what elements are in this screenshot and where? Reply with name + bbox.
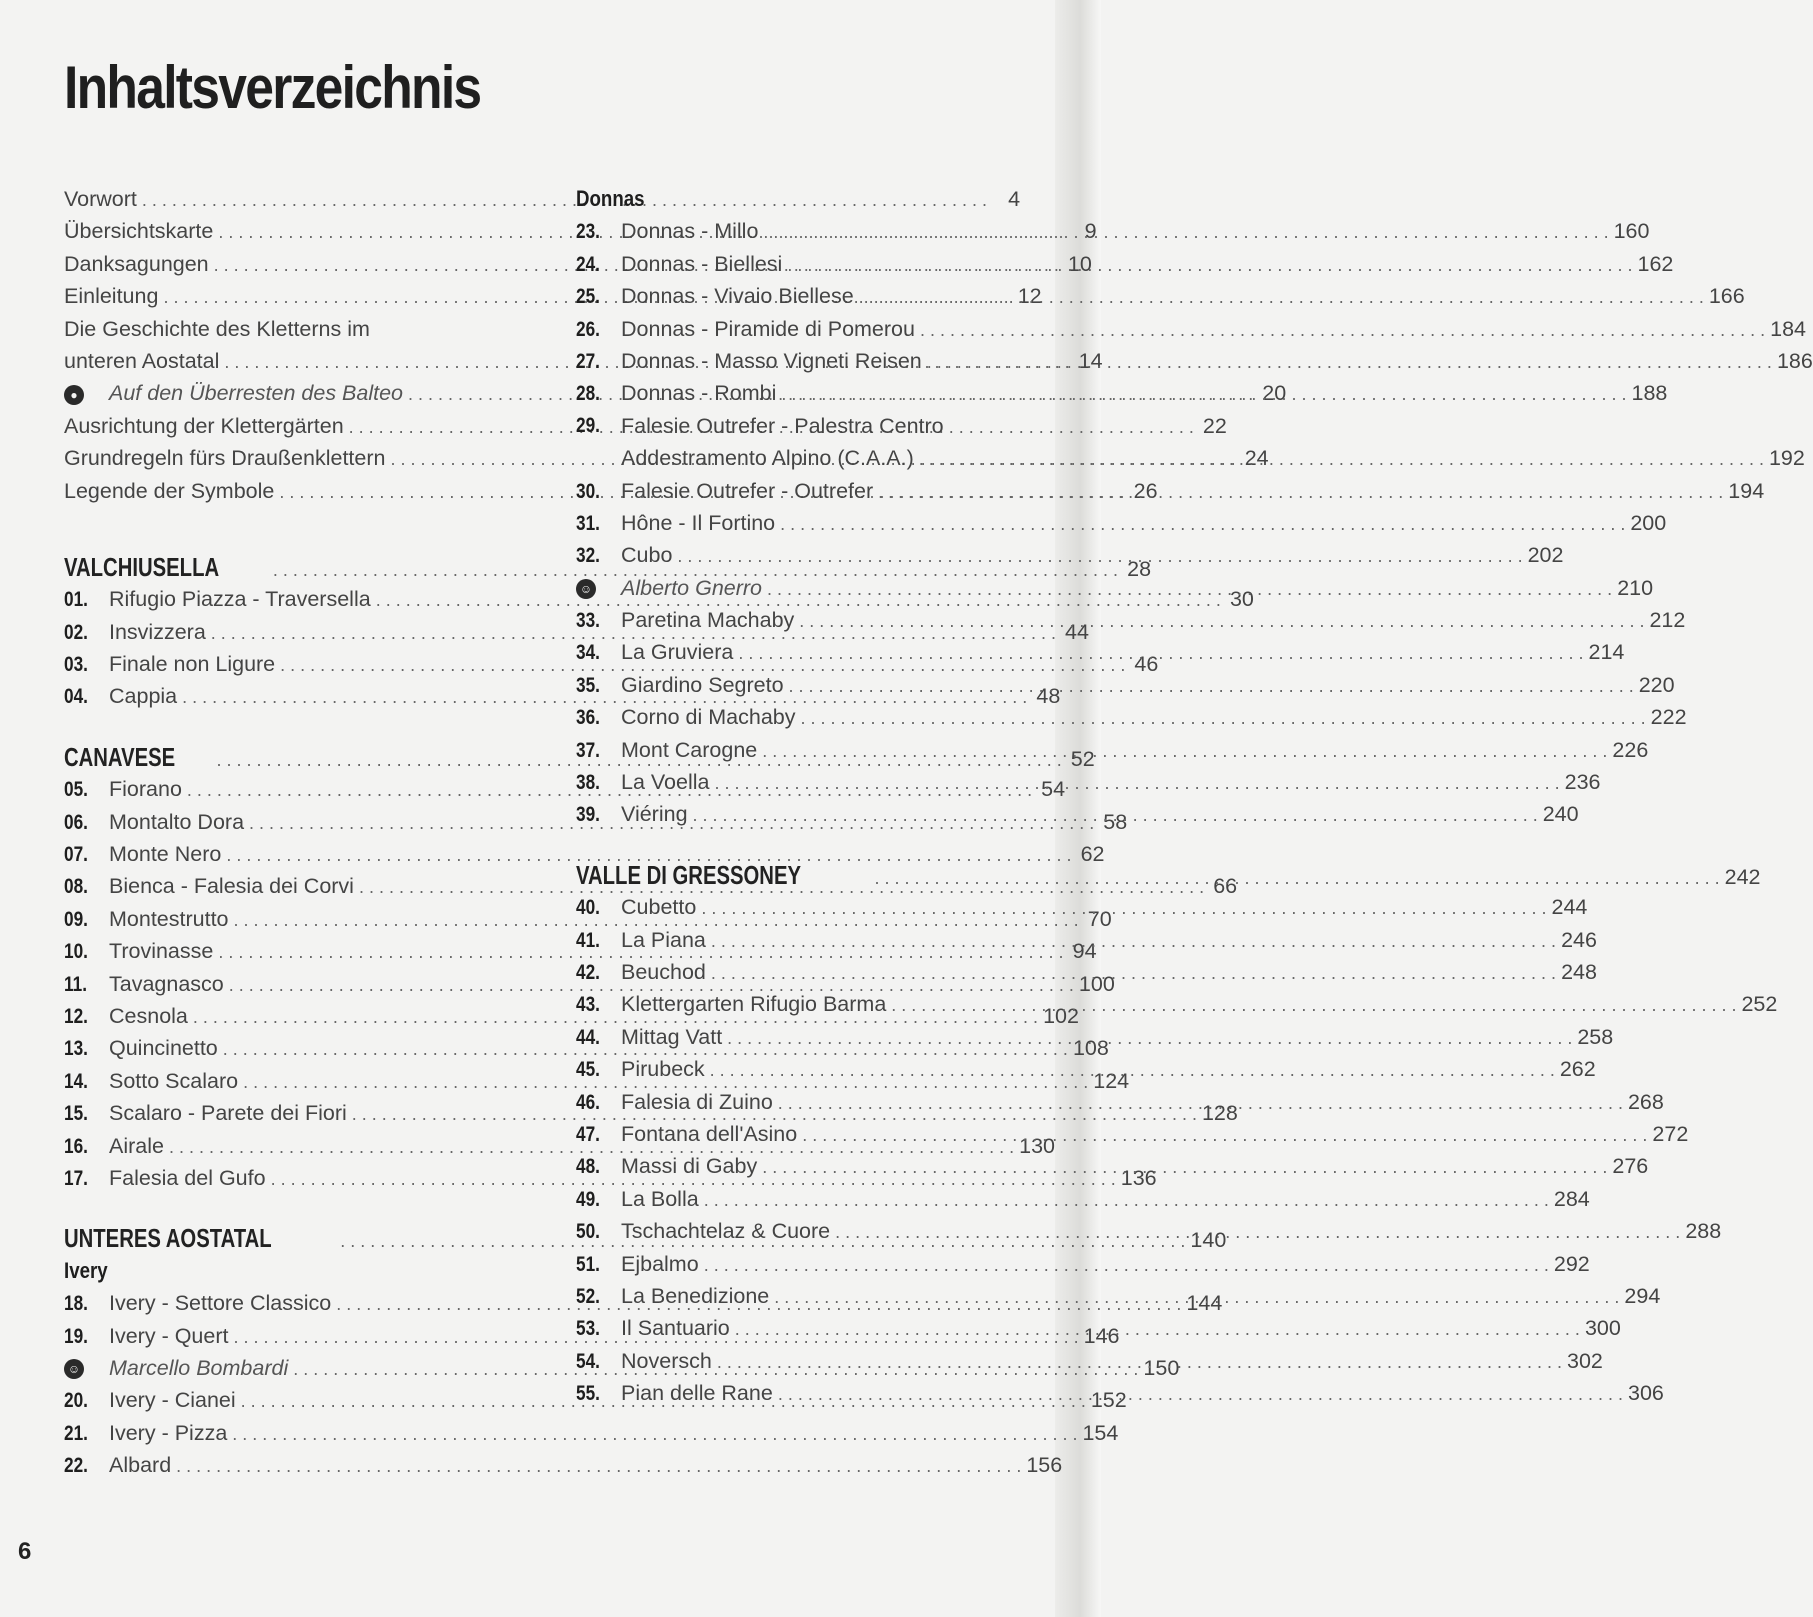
entry-page: 294 xyxy=(1624,1283,1661,1308)
dot-leader xyxy=(927,346,1772,378)
entry-label: Auf den Überresten des Balteo xyxy=(109,381,404,406)
entry-label: Noversch xyxy=(621,1348,712,1373)
section-heading-label: VALCHIUSELLA xyxy=(64,551,220,582)
entry-number: 32. xyxy=(576,544,600,568)
toc-entry[interactable] xyxy=(64,838,1105,870)
dot-leader xyxy=(762,1151,1607,1183)
entry-number: 12. xyxy=(64,1004,88,1028)
entry-number: 24. xyxy=(576,252,600,276)
dot-leader xyxy=(176,1450,1021,1482)
entry-page: 268 xyxy=(1627,1089,1664,1114)
entry-label: Quincinetto xyxy=(109,1036,218,1061)
entry-number: 21. xyxy=(64,1421,88,1445)
entry-label: Cubetto xyxy=(621,895,697,920)
entry-label: Tschachtelaz & Cuore xyxy=(621,1219,831,1244)
entry-label: unteren Aostatal xyxy=(64,348,220,373)
entry-label: Ivery - Settore Classico xyxy=(109,1291,332,1316)
entry-number: 01. xyxy=(64,588,88,612)
entry-page: 10 xyxy=(1067,251,1092,276)
entry-label-block xyxy=(621,410,1805,475)
entry-number: 35. xyxy=(576,673,600,697)
entry-page: 272 xyxy=(1652,1121,1689,1146)
entry-page: 240 xyxy=(1542,802,1579,827)
entry-label: La Bolla xyxy=(621,1186,699,1211)
entry-label: Donnas - Piramide di Pomerou xyxy=(621,316,915,341)
entry-label: Il Santuario xyxy=(621,1316,730,1341)
dot-leader xyxy=(693,799,1538,831)
entry-page: 160 xyxy=(1613,219,1650,244)
entry-number: 10. xyxy=(64,940,88,964)
dot-leader xyxy=(704,1184,1549,1216)
entry-page: 262 xyxy=(1559,1057,1596,1082)
dot-leader xyxy=(891,989,1736,1021)
entry-page: 30 xyxy=(1229,587,1254,612)
entry-number: 05. xyxy=(64,778,88,802)
entry-label: Ausrichtung der Klettergärten xyxy=(64,413,344,438)
entry-number: 39. xyxy=(576,803,600,827)
dot-leader xyxy=(778,1087,1623,1119)
entry-number: 31. xyxy=(576,511,600,535)
entry-number: 18. xyxy=(64,1292,88,1316)
entry-page: 300 xyxy=(1584,1316,1621,1341)
entry-label: Pirubeck xyxy=(621,1057,705,1082)
entry-label: Viéring xyxy=(621,802,688,827)
entry-number: 49. xyxy=(576,1187,600,1211)
entry-page: 236 xyxy=(1564,770,1601,795)
entry-page: 186 xyxy=(1776,348,1813,373)
subsection-heading: Ivery xyxy=(64,1257,108,1283)
entry-label: Cappia xyxy=(109,684,178,709)
entry-label: Paretina Machaby xyxy=(621,608,795,633)
entry-number: 48. xyxy=(576,1155,600,1179)
entry-label: Tavagnasco xyxy=(109,971,224,996)
entry-page: 192 xyxy=(1768,446,1805,471)
toc-entry[interactable] xyxy=(576,215,1650,247)
entry-label: Mont Carogne xyxy=(621,737,758,762)
entry-page: 108 xyxy=(1072,1036,1109,1061)
dot-leader xyxy=(787,249,1632,281)
entry-label: Danksagungen xyxy=(64,251,209,276)
dot-leader xyxy=(714,767,1559,799)
entry-number: 17. xyxy=(64,1166,88,1190)
entry-label: Fontana dell'Asino xyxy=(621,1121,798,1146)
entry-page: 212 xyxy=(1649,608,1686,633)
entry-number: 54. xyxy=(576,1349,600,1373)
entry-label: Klettergarten Rifugio Barma xyxy=(621,992,887,1017)
entry-page: 9 xyxy=(1084,219,1097,244)
entry-label: Scalaro - Parete dei Fiori xyxy=(109,1101,347,1126)
section-heading-page: 242 xyxy=(1724,864,1761,889)
subsection-heading: Donnas xyxy=(576,186,645,211)
entry-number: 27. xyxy=(576,349,600,373)
section-heading-page: 28 xyxy=(1127,556,1152,581)
entry-number: 34. xyxy=(576,641,600,665)
entry-label: Vorwort xyxy=(64,187,137,211)
dot-leader xyxy=(781,378,1626,410)
dot-leader xyxy=(711,925,1556,957)
entry-number: 33. xyxy=(576,609,600,633)
entry-page: 156 xyxy=(1026,1453,1063,1478)
toc-entry[interactable] xyxy=(64,1449,1063,1481)
entry-number: 43. xyxy=(576,993,600,1017)
entry-label: Übersichtskarte xyxy=(64,219,214,244)
entry-label: Insvizzera xyxy=(109,619,206,644)
toc-entry[interactable] xyxy=(576,507,1667,539)
entry-page: 26 xyxy=(1133,478,1158,503)
entry-page: 44 xyxy=(1065,619,1089,644)
entry-page: 128 xyxy=(1201,1101,1238,1126)
dot-leader xyxy=(859,281,1704,313)
entry-label: Marcello Bombardi xyxy=(109,1355,289,1380)
entry-number: 19. xyxy=(64,1324,88,1348)
entry-label: La Benedizione xyxy=(621,1283,770,1308)
entry-page: 276 xyxy=(1612,1154,1649,1179)
entry-number: 42. xyxy=(576,960,600,984)
entry-number: 53. xyxy=(576,1317,600,1341)
entry-label: Fiorano xyxy=(109,777,182,802)
entry-label: Hône - Il Fortino xyxy=(621,510,776,535)
entry-page: 284 xyxy=(1553,1186,1590,1211)
entry-label-line1: Falesie Outrefer - Palestra Centro xyxy=(621,413,944,438)
entry-page: 302 xyxy=(1566,1348,1603,1373)
entry-label: Einleitung xyxy=(64,284,159,309)
section-heading-page: 52 xyxy=(1070,746,1095,771)
page-number: 6 xyxy=(18,1538,32,1565)
entry-page: 184 xyxy=(1770,316,1807,341)
entry-label: Mittag Vatt xyxy=(621,1024,723,1049)
entry-page: 306 xyxy=(1627,1381,1664,1406)
dot-leader xyxy=(919,443,1764,475)
entry-label-line1: Die Geschichte des Kletterns im xyxy=(64,316,370,341)
entry-page: 292 xyxy=(1553,1251,1590,1276)
entry-number: 37. xyxy=(576,738,600,762)
entry-page: 124 xyxy=(1093,1068,1130,1093)
entry-page: 24 xyxy=(1244,446,1269,471)
entry-label: Ivery - Pizza xyxy=(109,1420,228,1445)
entry-label: Alberto Gnerro xyxy=(621,575,763,600)
entry-page: 162 xyxy=(1637,251,1674,276)
entry-label: Donnas - Masso Vigneti Reisen xyxy=(621,348,922,373)
entry-label: Pian delle Rane xyxy=(621,1381,773,1406)
dot-leader xyxy=(711,957,1556,989)
entry-number: 13. xyxy=(64,1037,88,1061)
entry-label: Finale non Ligure xyxy=(109,652,276,677)
entry-number: 02. xyxy=(64,620,88,644)
entry-page: 70 xyxy=(1087,906,1112,931)
entry-page: 246 xyxy=(1561,927,1597,952)
entry-label: Ivery - Cianei xyxy=(109,1388,236,1413)
entry-label: La Gruviera xyxy=(621,640,734,665)
entry-number: 55. xyxy=(576,1382,600,1406)
entry-page: 22 xyxy=(1202,413,1227,438)
entry-label: Donnas - Biellesi xyxy=(621,251,783,276)
toc-entry[interactable] xyxy=(576,313,1807,345)
entry-page: 136 xyxy=(1120,1165,1157,1190)
entry-page: 150 xyxy=(1143,1355,1180,1380)
entry-number: 11. xyxy=(64,972,87,996)
entry-page: 244 xyxy=(1551,895,1588,920)
entry-label: Albard xyxy=(109,1453,172,1478)
entry-label: Grundregeln fürs Draußenklettern xyxy=(64,446,386,471)
section-heading-label: VALLE DI GRESSONEY xyxy=(576,859,801,890)
entry-label: Donnas - Rombi xyxy=(621,381,777,406)
entry-label: Cesnola xyxy=(109,1003,188,1028)
entry-number: 26. xyxy=(576,317,600,341)
dot-leader xyxy=(762,735,1607,767)
toc-entry[interactable] xyxy=(576,280,1745,312)
dot-leader xyxy=(717,1346,1562,1378)
entry-number: 04. xyxy=(64,685,88,709)
toc-entry[interactable] xyxy=(576,1183,1590,1215)
entry-number: 46. xyxy=(576,1090,600,1114)
entry-label: Beuchod xyxy=(621,959,706,984)
dot-leader xyxy=(767,573,1612,605)
entry-page: 48 xyxy=(1036,684,1061,709)
entry-page: 62 xyxy=(1080,842,1105,867)
entry-page: 248 xyxy=(1561,959,1597,984)
entry-label: Airale xyxy=(109,1133,164,1158)
entry-page: 58 xyxy=(1103,809,1128,834)
entry-page: 102 xyxy=(1043,1003,1079,1028)
section-heading-page: 140 xyxy=(1190,1228,1227,1253)
dot-leader xyxy=(774,1281,1619,1313)
entry-label: Rifugio Piazza - Traversella xyxy=(109,587,371,612)
entry-number: 20. xyxy=(64,1389,88,1413)
entry-label: Donnas - Millo xyxy=(621,219,759,244)
entry-number: 06. xyxy=(64,810,88,834)
entry-number: 14. xyxy=(64,1069,88,1093)
entry-page: 146 xyxy=(1083,1323,1120,1348)
entry-label: Montalto Dora xyxy=(109,809,245,834)
entry-number: 41. xyxy=(576,928,600,952)
entry-label: Falesie Outrefer - Outrefer xyxy=(621,478,874,503)
entry-page: 12 xyxy=(1017,284,1042,309)
dot-leader xyxy=(878,476,1723,508)
entry-number: 08. xyxy=(64,875,88,899)
entry-label-line2 xyxy=(621,442,1805,474)
entry-number: 03. xyxy=(64,653,88,677)
page-title: Inhaltsverzeichnis xyxy=(64,54,481,121)
entry-page: 100 xyxy=(1078,971,1115,996)
toc-entry[interactable] xyxy=(576,1118,1689,1150)
entry-page: 144 xyxy=(1186,1291,1223,1316)
dot-leader xyxy=(704,1249,1549,1281)
entry-page: 194 xyxy=(1728,478,1765,503)
person-badge-icon: ☺ xyxy=(576,572,621,604)
entry-label: Ejbalmo xyxy=(621,1251,699,1276)
dark-circle-icon: ● xyxy=(64,377,109,409)
dot-leader xyxy=(735,1313,1580,1345)
entry-page: 46 xyxy=(1134,652,1159,677)
entry-label: Falesia del Gufo xyxy=(109,1165,266,1190)
entry-label: Sotto Scalaro xyxy=(109,1068,239,1093)
entry-page: 202 xyxy=(1527,543,1564,568)
entry-label: Cubo xyxy=(621,543,673,568)
entry-page: 226 xyxy=(1612,737,1649,762)
entry-label: Legende der Symbole xyxy=(64,478,275,503)
entry-page: 20 xyxy=(1262,381,1287,406)
entry-page: 14 xyxy=(1078,348,1103,373)
entry-page: 288 xyxy=(1685,1219,1722,1244)
entry-number: 25. xyxy=(576,285,600,309)
dot-leader xyxy=(727,1022,1572,1054)
entry-page: 152 xyxy=(1090,1388,1127,1413)
entry-page: 210 xyxy=(1617,575,1654,600)
entry-number: 47. xyxy=(576,1122,600,1146)
entry-number: 44. xyxy=(576,1025,600,1049)
entry-label: Trovinasse xyxy=(109,939,214,964)
dot-leader xyxy=(763,216,1608,248)
dot-leader xyxy=(920,314,1765,346)
toc-entry[interactable] xyxy=(64,1417,1119,1449)
entry-page: 258 xyxy=(1577,1024,1614,1049)
dot-leader xyxy=(677,540,1522,572)
entry-page: 130 xyxy=(1019,1133,1056,1158)
entry-label: Monte Nero xyxy=(109,842,222,867)
entry-label: Ivery - Quert xyxy=(109,1323,229,1348)
entry-label: Massi di Gaby xyxy=(621,1154,758,1179)
entry-page: 166 xyxy=(1708,284,1745,309)
entry-page: 222 xyxy=(1650,705,1687,730)
dot-leader xyxy=(835,1216,1680,1248)
entry-number: 28. xyxy=(576,382,600,406)
toc-entry[interactable] xyxy=(576,1248,1590,1280)
dot-leader xyxy=(799,605,1644,637)
dot-leader xyxy=(701,892,1546,924)
entry-page: 54 xyxy=(1041,777,1066,802)
section-heading-label: CANAVESE xyxy=(64,741,176,772)
entry-page: 200 xyxy=(1630,510,1667,535)
entry-number: 38. xyxy=(576,771,600,795)
entry-page: 252 xyxy=(1741,992,1778,1017)
entry-number: 16. xyxy=(64,1134,88,1158)
entry-number: 29. xyxy=(576,413,600,437)
entry-page: 154 xyxy=(1082,1420,1119,1445)
entry-number: 22. xyxy=(64,1454,88,1478)
entry-page: 94 xyxy=(1072,939,1097,964)
dot-leader xyxy=(800,702,1645,734)
dot-leader xyxy=(232,1418,1077,1450)
entry-number: 52. xyxy=(576,1284,600,1308)
entry-label: Montestrutto xyxy=(109,906,229,931)
entry-page: 220 xyxy=(1638,672,1675,697)
entry-label: Corno di Machaby xyxy=(621,705,796,730)
entry-page: 4 xyxy=(1008,187,1021,211)
dot-leader xyxy=(874,862,1719,894)
entry-label: Donnas - Vivaio Biellese xyxy=(621,284,854,309)
entry-label: La Piana xyxy=(621,927,706,952)
entry-label: Addestramento Alpino (C.A.A.) xyxy=(621,446,914,471)
entry-page: 214 xyxy=(1588,640,1625,665)
entry-number: 30. xyxy=(576,479,600,503)
entry-label: La Voella xyxy=(621,770,710,795)
toc-entry[interactable] xyxy=(576,701,1687,733)
entry-number: 40. xyxy=(576,896,600,920)
section-heading-label: UNTERES AOSTATAL xyxy=(64,1223,272,1254)
dot-leader xyxy=(710,1054,1555,1086)
entry-page: 188 xyxy=(1631,381,1668,406)
entry-number: 36. xyxy=(576,706,600,730)
entry-page: 66 xyxy=(1213,874,1238,899)
entry-number: 09. xyxy=(64,907,88,931)
entry-number: 23. xyxy=(576,220,600,244)
entry-label: Bienca - Falesia dei Corvi xyxy=(109,874,354,899)
entry-label: Giardino Segreto xyxy=(621,672,784,697)
entry-label: Falesia di Zuino xyxy=(621,1089,773,1114)
dot-leader xyxy=(778,1378,1623,1410)
entry-number: 45. xyxy=(576,1058,600,1082)
entry-number: 51. xyxy=(576,1252,600,1276)
entry-number: 15. xyxy=(64,1102,88,1126)
person-badge-icon: ☺ xyxy=(64,1352,109,1384)
dot-leader xyxy=(802,1119,1647,1151)
dot-leader xyxy=(789,670,1634,702)
dot-leader xyxy=(780,508,1625,540)
dot-leader xyxy=(738,637,1583,669)
entry-number: 07. xyxy=(64,843,88,867)
entry-number: 50. xyxy=(576,1220,600,1244)
